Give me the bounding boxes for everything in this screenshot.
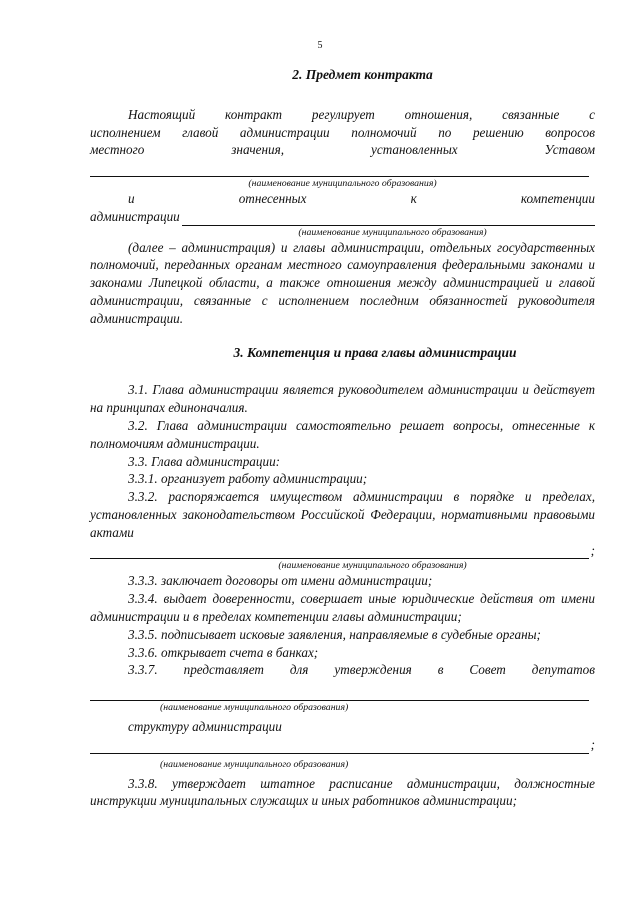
item-3-3-7: 3.3.7. представляет для утверждения в Совет депутатов: [128, 662, 595, 678]
section-2-text-line: администрации: [90, 208, 180, 224]
section-2-text-line: исполнением главой администрации полномочий по решению вопросов: [90, 124, 595, 140]
item-3-3-8: 3.3.8. утверждает штатное расписание администрации, должностные инструкции муниципальных служащих и иных работников администрации;: [90, 775, 595, 809]
fill-in-line: [90, 159, 595, 177]
section-2-heading: 2. Предмет контракта: [292, 67, 433, 82]
item-3-3-2: 3.3.2. распоряжается имуществом администрации в порядке и пределах, установленных законодательством Российской Федерации, нормативными правовыми актами: [90, 489, 595, 540]
fill-in-line: [90, 736, 595, 754]
semicolon: ;: [590, 542, 595, 558]
field-caption: (наименование муниципального образования): [278, 560, 467, 572]
item-3-3-6: 3.3.6. открывает счета в банках;: [128, 644, 319, 660]
item-3-2: 3.2. Глава администрации самостоятельно решает вопросы, отнесенные к полномочиям администрации.: [90, 417, 595, 451]
item-3-1: 3.1. Глава администрации является руководителем администрации и действует на принципах единоначалия.: [90, 382, 595, 416]
section-2-text-line: Настоящий контракт регулирует отношения, связанные с: [128, 106, 595, 122]
item-3-3-3: 3.3.3. заключает договоры от имени администрации;: [128, 573, 433, 589]
field-caption: (наименование муниципального образования): [160, 758, 349, 770]
item-3-3-7-continuation: структуру администрации: [128, 718, 282, 734]
semicolon: ;: [590, 736, 595, 752]
field-caption: (наименование муниципального образования): [248, 177, 437, 189]
section-2-text-line: местного значения, установленных Уставом: [90, 142, 595, 158]
field-caption: (наименование муниципального образования): [160, 701, 349, 713]
section-3-heading: 3. Компетенция и права главы администрации: [233, 344, 517, 360]
fill-in-line: [90, 208, 595, 226]
fill-in-line: [90, 683, 595, 701]
item-3-3: 3.3. Глава администрации:: [128, 453, 281, 469]
section-2-paragraph: (далее – администрация) и главы администрации, отдельных государственных полномочий, переданных органам местного самоуправления федеральными законами и законами Липецкой области, а также отношения между администрацией и главой администрации, связанные с исполнением последним обязанностей руководителя администрации.: [90, 239, 595, 326]
page-number: 5: [317, 40, 323, 51]
item-3-3-4: 3.3.4. выдает доверенности, совершает иные юридические действия от имени администрации и в пределах компетенции главы администрации;: [90, 591, 595, 624]
fill-in-line: [90, 542, 595, 560]
item-3-3-5: 3.3.5. подписывает исковые заявления, направляемые в судебные органы;: [128, 626, 541, 642]
document-body: [90, 66, 595, 810]
item-3-3-1: 3.3.1. организует работу администрации;: [128, 471, 368, 487]
section-2-text-line: и отнесенных к компетенции: [128, 190, 595, 206]
field-caption: (наименование муниципального образования): [298, 226, 487, 238]
